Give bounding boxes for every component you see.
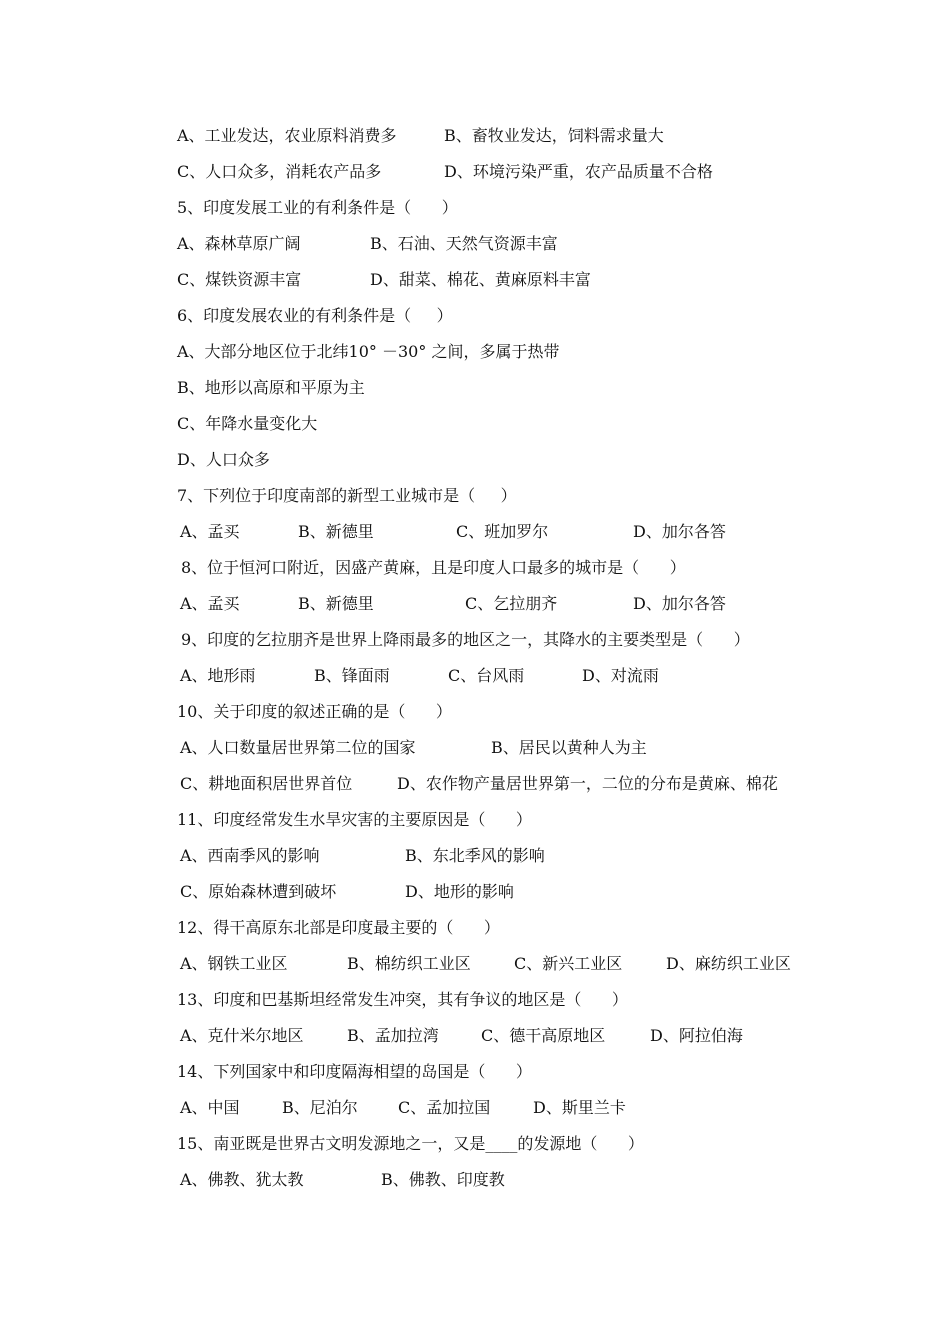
answer-option: D、环境污染严重，农产品质量不合格 [444, 162, 713, 181]
answer-option: C、台风雨 [448, 666, 525, 685]
answer-option: A、工业发达，农业原料消费多 [177, 126, 397, 145]
question-line: 13、印度和巴基斯坦经常发生冲突，其有争议的地区是（ ） [177, 990, 628, 1009]
answer-option: A、西南季风的影响 [180, 846, 320, 865]
answer-option: C、人口众多，消耗农产品多 [177, 162, 382, 181]
answer-option: C、煤铁资源丰富 [177, 270, 302, 289]
question-line: 12、得干高原东北部是印度最主要的（ ） [177, 918, 500, 937]
answer-option: B、锋面雨 [314, 666, 390, 685]
answer-option: D、阿拉伯海 [650, 1026, 743, 1045]
answer-option: B、佛教、印度教 [381, 1170, 505, 1189]
question-line: B、地形以高原和平原为主 [177, 378, 365, 397]
answer-option: D、加尔各答 [633, 594, 726, 613]
answer-option: B、尼泊尔 [282, 1098, 358, 1117]
question-line: 7、下列位于印度南部的新型工业城市是（ ） [177, 486, 517, 505]
question-line: 11、印度经常发生水旱灾害的主要原因是（ ） [177, 810, 532, 829]
question-line: 6、印度发展农业的有利条件是（ ） [177, 306, 453, 325]
answer-option: B、棉纺织工业区 [347, 954, 471, 973]
answer-option: A、森林草原广阔 [177, 234, 301, 253]
answer-option: C、新兴工业区 [514, 954, 623, 973]
answer-option: A、孟买 [180, 594, 240, 613]
answer-option: A、孟买 [180, 522, 240, 541]
answer-option: B、东北季风的影响 [405, 846, 545, 865]
answer-option: B、孟加拉湾 [347, 1026, 439, 1045]
question-line: 9、印度的乞拉朋齐是世界上降雨最多的地区之一，其降水的主要类型是（ ） [181, 630, 750, 649]
answer-option: C、孟加拉国 [398, 1098, 491, 1117]
answer-option: D、地形的影响 [405, 882, 514, 901]
question-line: 5、印度发展工业的有利条件是（ ） [177, 198, 458, 217]
answer-option: A、钢铁工业区 [180, 954, 288, 973]
question-line: D、人口众多 [177, 450, 270, 469]
answer-option: C、原始森林遭到破坏 [180, 882, 337, 901]
question-line: 8、位于恒河口附近，因盛产黄麻，且是印度人口最多的城市是（ ） [181, 558, 686, 577]
question-line: A、大部分地区位于北纬10° －30° 之间，多属于热带 [177, 342, 560, 361]
answer-option: A、克什米尔地区 [180, 1026, 304, 1045]
answer-option: B、畜牧业发达，饲料需求量大 [444, 126, 664, 145]
answer-option: D、斯里兰卡 [533, 1098, 626, 1117]
answer-option: D、农作物产量居世界第一，二位的分布是黄麻、棉花 [397, 774, 778, 793]
answer-option: D、甜菜、棉花、黄麻原料丰富 [370, 270, 591, 289]
answer-option: C、德干高原地区 [481, 1026, 606, 1045]
answer-option: C、班加罗尔 [456, 522, 549, 541]
question-line: C、年降水量变化大 [177, 414, 318, 433]
answer-option: B、居民以黄种人为主 [491, 738, 647, 757]
question-line: 10、关于印度的叙述正确的是（ ） [177, 702, 452, 721]
answer-option: A、人口数量居世界第二位的国家 [180, 738, 416, 757]
answer-option: A、佛教、犹太教 [180, 1170, 304, 1189]
answer-option: D、麻纺织工业区 [666, 954, 791, 973]
answer-option: C、乞拉朋齐 [465, 594, 558, 613]
answer-option: B、新德里 [298, 522, 374, 541]
answer-option: D、对流雨 [582, 666, 659, 685]
answer-option: B、石油、天然气资源丰富 [370, 234, 558, 253]
answer-option: A、中国 [180, 1098, 240, 1117]
answer-option: D、加尔各答 [633, 522, 726, 541]
question-line: 15、南亚既是世界古文明发源地之一，又是____的发源地（ ） [177, 1134, 644, 1153]
answer-option: C、耕地面积居世界首位 [180, 774, 353, 793]
question-line: 14、下列国家中和印度隔海相望的岛国是（ ） [177, 1062, 532, 1081]
answer-option: B、新德里 [298, 594, 374, 613]
answer-option: A、地形雨 [180, 666, 256, 685]
